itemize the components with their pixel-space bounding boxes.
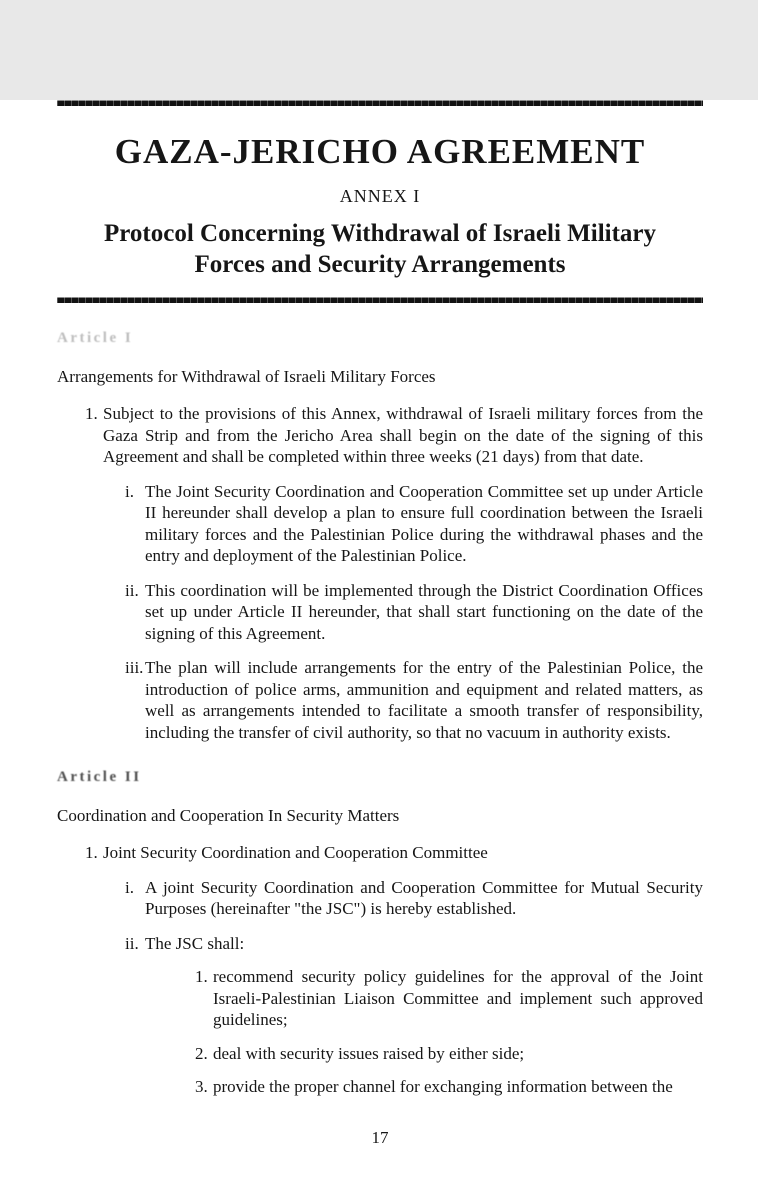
page-content bbox=[57, 100, 703, 1148]
list-number: 1. bbox=[195, 967, 208, 986]
list-item-text: The JSC shall: bbox=[145, 933, 245, 953]
list-number: 1. bbox=[85, 843, 98, 862]
list-number: i. bbox=[125, 877, 134, 897]
article-2-subitem-i bbox=[57, 877, 703, 920]
article-1-subitem-i bbox=[57, 481, 703, 567]
article-1-subitem-iii bbox=[57, 657, 703, 743]
document-subtitle bbox=[57, 218, 703, 280]
article-1-subitem-ii bbox=[57, 580, 703, 645]
list-number: 1. bbox=[85, 404, 98, 423]
list-number: i. bbox=[125, 481, 134, 501]
article-2-item-1 bbox=[57, 842, 703, 864]
list-item-text: Joint Security Coordination and Cooperation Committee bbox=[103, 843, 488, 862]
article-2-subitem-ii bbox=[57, 933, 703, 955]
list-number: 3. bbox=[195, 1077, 208, 1096]
list-number: iii. bbox=[125, 658, 144, 677]
list-number: ii. bbox=[125, 933, 139, 953]
jsc-duty-3 bbox=[57, 1076, 703, 1098]
list-item-text: provide the proper channel for exchanging information between the bbox=[213, 1077, 673, 1096]
document-subtitle-line1: Protocol Concerning Withdrawal of Israeli Military bbox=[103, 220, 657, 247]
jsc-duty-2 bbox=[57, 1043, 703, 1065]
document-title: GAZA-JERICHO AGREEMENT bbox=[114, 132, 646, 171]
list-item-text: Subject to the provisions of this Annex, withdrawal of Israeli military forces from the Gaza Strip and from the Jericho Area shall begin on the date of the signing of this Agreement and shall be completed within three weeks (21 days) from that date. bbox=[103, 404, 703, 466]
list-number: 2. bbox=[195, 1043, 208, 1063]
document-subtitle-line2: Forces and Security Arrangements bbox=[194, 251, 566, 278]
list-item-text: This coordination will be implemented through the District Coordination Offices set up under Article II hereunder, that shall start functioning on the date of the signing of this Agreement. bbox=[145, 580, 703, 643]
page-number: 17 bbox=[371, 1127, 389, 1147]
list-number: ii. bbox=[125, 580, 139, 600]
jsc-duty-1 bbox=[57, 966, 703, 1031]
article-1-section-title: Arrangements for Withdrawal of Israeli Military Forces bbox=[57, 367, 436, 386]
article-1-heading: Article I bbox=[57, 330, 134, 346]
list-item-text: A joint Security Coordination and Cooperation Committee for Mutual Security Purposes (hereinafter "the JSC") is hereby established. bbox=[145, 877, 703, 918]
bottom-double-rule bbox=[57, 297, 703, 303]
article-2-heading: Article II bbox=[57, 769, 142, 785]
list-item-text: deal with security issues raised by either side; bbox=[213, 1043, 525, 1063]
article-2-section-title: Coordination and Cooperation In Security Matters bbox=[57, 806, 400, 825]
annex-label: ANNEX I bbox=[339, 186, 421, 206]
list-item-text: recommend security policy guidelines for the approval of the Joint Israeli-Palestinian Liaison Committee and implement such approved guidelines; bbox=[213, 967, 703, 1029]
list-item-text: The plan will include arrangements for the entry of the Palestinian Police, the introduction of police arms, ammunition and equipment and related matters, as well as arrangements intended to facilitate a smooth transfer of responsibility, including the transfer of civil authority, so that no vacuum in authority exists. bbox=[145, 658, 703, 742]
document-page bbox=[0, 100, 758, 1178]
list-item-text: The Joint Security Coordination and Cooperation Committee set up under Article II hereunder shall develop a plan to ensure full coordination between the Israeli military forces and the Palestinian Police during the withdrawal phases and the entry and deployment of the Palestinian Police. bbox=[145, 481, 703, 565]
article-1-item-1 bbox=[57, 403, 703, 468]
top-double-rule bbox=[57, 100, 703, 106]
